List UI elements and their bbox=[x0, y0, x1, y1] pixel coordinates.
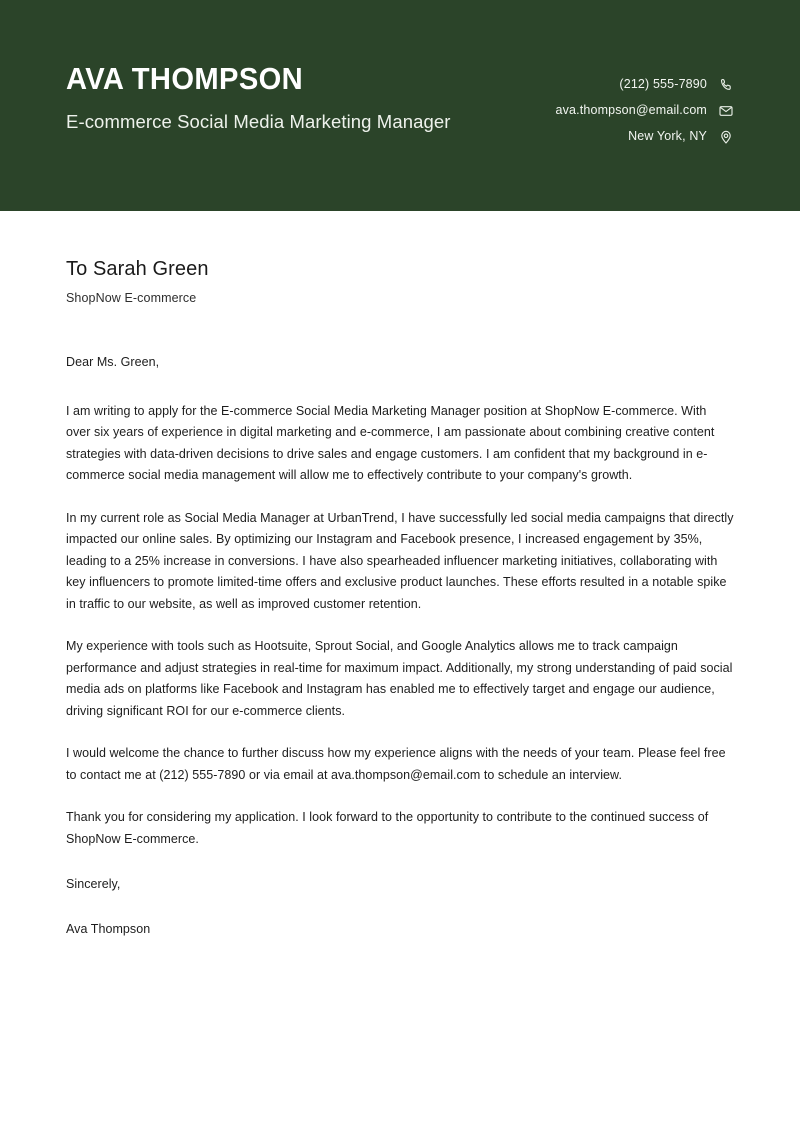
contact-location-value: New York, NY bbox=[628, 129, 707, 144]
contact-list bbox=[556, 76, 734, 145]
identity-block bbox=[66, 62, 496, 135]
recipient-block bbox=[66, 211, 734, 306]
location-pin-icon bbox=[717, 128, 734, 145]
contact-email-value: ava.thompson@email.com bbox=[555, 103, 707, 118]
body-paragraph-2: In my current role as Social Media Manager at UrbanTrend, I have successfully led social media campaigns that directly impacted our online sales. By optimizing our Instagram and Facebook presence, I increased engagement by 35%, leading to a 25% increase in conversions. I have also spearheaded influencer marketing initiatives, collaborating with key influencers to promote limited-time offers and exclusive product launches. These efforts resulted in a notable spike in traffic to our website, as well as improved customer retention. bbox=[66, 510, 734, 611]
contact-row-phone[interactable] bbox=[619, 76, 734, 93]
body-paragraph-3: My experience with tools such as Hootsuite, Sprout Social, and Google Analytics allows me to track campaign performance and adjust strategies in real-time for maximum impact. Additionally, my strong understanding of paid social media ads on platforms like Facebook and Instagram has enabled me to effectively target and engage our audience, driving significant ROI for our e-commerce clients. bbox=[66, 639, 733, 718]
phone-icon bbox=[717, 76, 734, 93]
salutation: Dear Ms. Green, bbox=[66, 355, 160, 370]
contact-row-location[interactable] bbox=[628, 128, 734, 145]
recipient-name: To Sarah Green bbox=[66, 258, 209, 280]
recipient-company: ShopNow E-commerce bbox=[66, 291, 197, 305]
body-paragraph-4: I would welcome the chance to further discuss how my experience aligns with the needs of your team. Please feel free to contact me at (212) 555-7890 or via email at ava.thompson@email.com to schedule an interview. bbox=[66, 746, 726, 782]
closing-line: Sincerely, bbox=[66, 877, 121, 892]
letter-text bbox=[66, 352, 734, 940]
letter-body bbox=[0, 211, 800, 940]
header-inner bbox=[66, 0, 734, 211]
applicant-name: AVA THOMPSON bbox=[66, 61, 304, 96]
envelope-icon bbox=[717, 102, 734, 119]
letter-header bbox=[0, 0, 800, 211]
contact-phone-value: (212) 555-7890 bbox=[619, 77, 707, 92]
body-paragraph-1: I am writing to apply for the E-commerce Social Media Marketing Manager position at ShopNow E-commerce. With over six years of experience in digital marketing and e-commerce, I am passionate about combining creative content strategies with data-driven decisions to drive sales and engage customers. I am confident that my background in e-commerce social media management will allow me to effectively contribute to your company's growth. bbox=[66, 403, 715, 483]
applicant-job-title: E-commerce Social Media Marketing Manager bbox=[66, 111, 451, 133]
contact-row-email[interactable] bbox=[556, 102, 734, 119]
body-paragraph-5: Thank you for considering my application. I look forward to the opportunity to contribute to the continued success of ShopNow E-commerce. bbox=[66, 810, 709, 846]
signature-name: Ava Thompson bbox=[66, 921, 151, 936]
